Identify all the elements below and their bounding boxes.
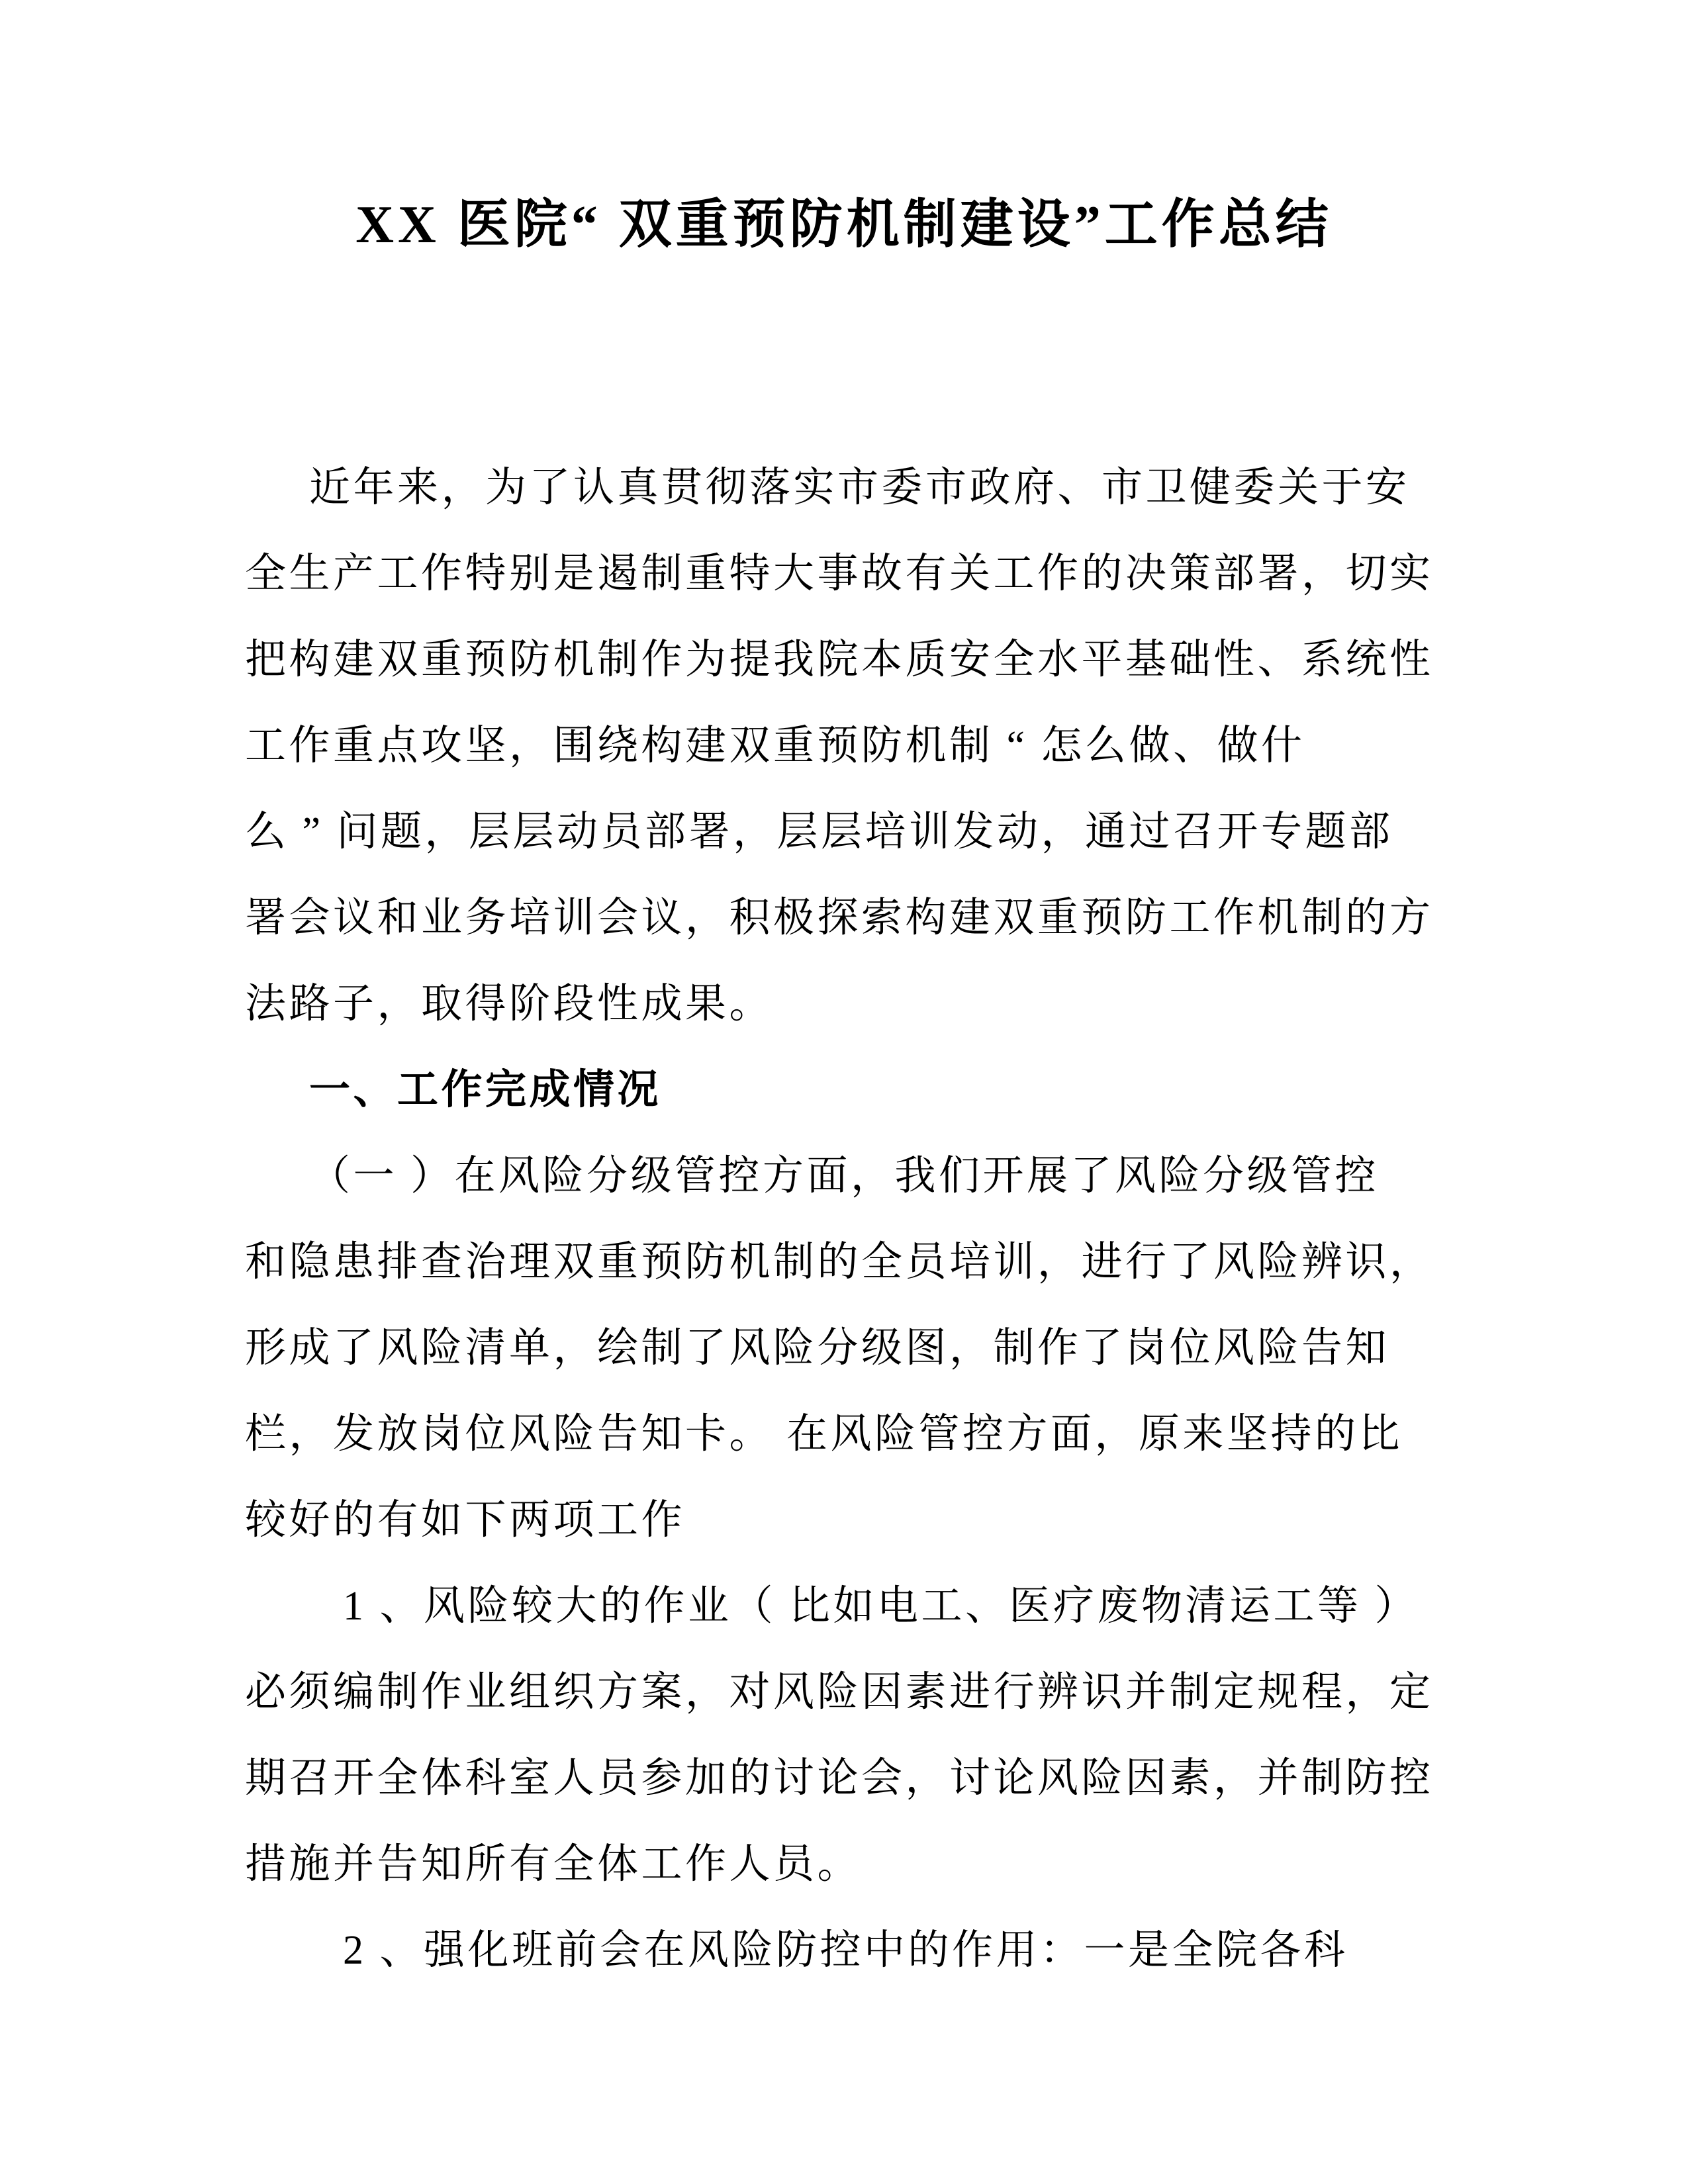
text-line: 法路子，取得阶段性成果。 bbox=[245, 981, 774, 1026]
text-line: 2 、强化班前会在风险防控中的作用：一是全院各科 bbox=[343, 1928, 1348, 1973]
text-line: 1 、风险较大的作业（ 比如电工、医疗废物清运工等 ） bbox=[343, 1584, 1419, 1629]
text-line: 形成了风险清单，绘制了风险分级图，制作了岗位风险告知 bbox=[245, 1326, 1390, 1371]
text-line: （一 ）在风险分级管控方面，我们开展了风险分级管控 bbox=[309, 1154, 1380, 1199]
text-line: 工作重点攻坚，围绕构建双重预防机制 “ 怎么做、做什 bbox=[245, 723, 1305, 768]
text-line: 较好的有如下两项工作 bbox=[245, 1498, 686, 1543]
text-line: 栏，发放岗位风险告知卡。 在风险管控方面，原来坚持的比 bbox=[245, 1412, 1403, 1457]
document-title: XX 医院“ 双重预防机制建设”工作总结 bbox=[355, 196, 1333, 254]
text-line: 必须编制作业组织方案，对风险因素进行辨识并制定规程，定 bbox=[245, 1670, 1434, 1715]
text-line: 署会议和业务培训会议，积极探索构建双重预防工作机制的方 bbox=[245, 895, 1434, 940]
text-line: 措施并告知所有全体工作人员。 bbox=[245, 1842, 862, 1887]
text-line: 期召开全体科室人员参加的讨论会，讨论风险因素，并制防控 bbox=[245, 1756, 1434, 1801]
section-heading: 一、工作完成情况 bbox=[309, 1068, 662, 1113]
text-line: 么 ” 问题，层层动员部署，层层培训发动，通过召开专题部 bbox=[245, 809, 1393, 854]
text-line: 和隐患排查治理双重预防机制的全员培训，进行了风险辨识， bbox=[245, 1240, 1434, 1285]
document-body bbox=[245, 445, 1436, 1993]
text-line: 近年来，为了认真贯彻落实市委市政府、市卫健委关于安 bbox=[309, 465, 1410, 510]
text-line: 全生产工作特别是遏制重特大事故有关工作的决策部署，切实 bbox=[245, 551, 1434, 596]
text-line: 把构建双重预防机制作为提我院本质安全水平基础性、系统性 bbox=[245, 637, 1434, 682]
